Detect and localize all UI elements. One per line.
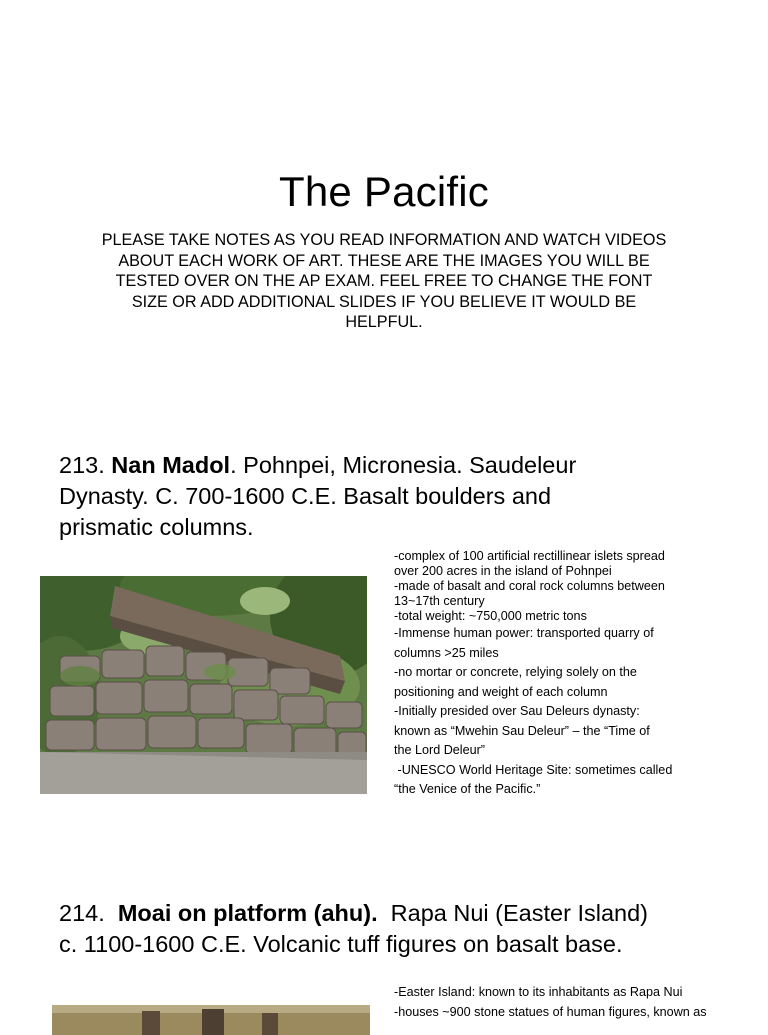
intro-instructions: PLEASE TAKE NOTES AS YOU READ INFORMATION AND WATCH VIDEOS ABOUT EACH WORK OF ART. THESE ARE THE IMAGES YOU WILL BE TESTED OVER ON THE AP EXAM. FEEL FREE TO CHANGE THE FONT SIZE OR ADD ADDITIONAL SLIDES IF YOU BELIEVE IT WOULD BE HELPFUL. (101, 231, 667, 331)
moai-illustration (52, 1005, 370, 1035)
page-title: The Pacific (279, 168, 489, 215)
note-line: -Immense human power: transported quarry of (394, 626, 654, 640)
note-line: 13~17th century (394, 594, 485, 608)
note-line: positioning and weight of each column (394, 684, 608, 699)
entry-214-line1 (59, 898, 739, 929)
moai-photo (52, 1005, 370, 1035)
note-line: -no mortar or concrete, relying solely on the (394, 665, 637, 679)
note-line: the Lord Deleur” (394, 743, 486, 757)
note-line: -made of basalt and coral rock columns between (394, 579, 665, 593)
note-line: -Initially presided over Sau Deleurs dynasty: (394, 704, 640, 718)
note-line: -UNESCO World Heritage Site: sometimes called (394, 762, 673, 777)
note-line: -Easter Island: known to its inhabitants as Rapa Nui (394, 985, 683, 999)
entry-214-line2: c. 1100-1600 C.E. Volcanic tuff figures on basalt base. (59, 931, 623, 957)
entry-213-line2: Dynasty. C. 700-1600 C.E. Basalt boulders and (59, 483, 552, 509)
note-line: known as “Mwehin Sau Deleur” – the “Time of (394, 723, 650, 738)
entry-214-line1-rest: Rapa Nui (Easter Island) (377, 900, 648, 926)
entry-213-number: 213. (59, 452, 105, 478)
note-line: -complex of 100 artificial rectillinear islets spread (394, 549, 665, 563)
note-line: “the Venice of the Pacific.” (394, 782, 541, 796)
entry-213-line1-rest: . Pohnpei, Micronesia. Saudeleur (230, 452, 577, 478)
entry-213-heading (59, 450, 739, 543)
nan-madol-photo (40, 576, 367, 794)
note-line: columns >25 miles (394, 645, 499, 660)
note-line: over 200 acres in the island of Pohnpei (394, 564, 612, 578)
entry-213-line1 (59, 450, 739, 481)
entry-214-number: 214. (59, 900, 105, 926)
entry-214-notes (394, 983, 724, 1022)
entry-213-notes (394, 549, 724, 800)
entry-214-heading (59, 898, 739, 960)
entry-213-name: Nan Madol (111, 452, 231, 478)
entry-214-name: Moai on platform (ahu). (117, 900, 378, 926)
note-line: -houses ~900 stone statues of human figures, known as (394, 1004, 707, 1019)
entry-213-line3: prismatic columns. (59, 514, 254, 540)
note-line: -total weight: ~750,000 metric tons (394, 609, 587, 623)
nan-madol-illustration (40, 576, 367, 794)
